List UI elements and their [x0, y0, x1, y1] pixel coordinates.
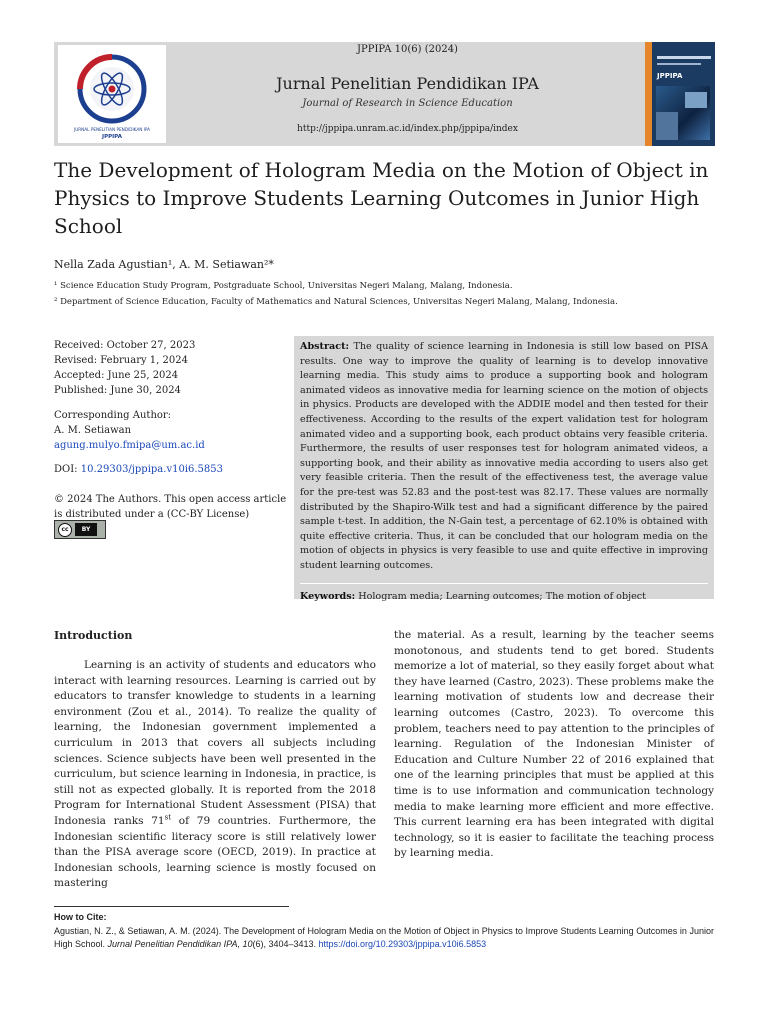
- citation-doi-link[interactable]: https://doi.org/10.29303/jppipa.v10i6.5853: [318, 939, 487, 949]
- intro-column-left: [54, 658, 376, 892]
- citation-text: Agustian, N. Z., & Setiawan, A. M. (2024). The Development of Hologram Media on the Motion of Object in Physics to Improve Students Learning Outcomes in Junior High School.: [54, 926, 714, 949]
- revised-date: Revised: February 1, 2024: [54, 355, 188, 366]
- footnote-divider: [54, 906, 289, 907]
- keywords: [300, 583, 708, 605]
- corresponding-author: [54, 408, 205, 453]
- affiliation-2: ² Department of Science Education, Faculty of Mathematics and Natural Sciences, Universitas Negeri Malang, Malang, Indonesia.: [54, 297, 618, 307]
- keywords-label: Keywords:: [300, 590, 356, 602]
- journal-reference: JPPIPA 10(6) (2024): [357, 44, 458, 55]
- intro-text-part-b: of 79 countries. Furthermore, the Indonesian scientific literacy score is still relatively lower than the PISA average score (OECD, 2019). In practice at Indonesian schools, learning science is mostly focused on mastering: [54, 814, 376, 890]
- doi-line: [54, 462, 223, 477]
- published-date: Published: June 30, 2024: [54, 385, 181, 396]
- article-dates: [54, 338, 195, 398]
- by-icon: BY: [75, 523, 97, 536]
- abstract-paragraph: [300, 340, 708, 574]
- keywords-text: Hologram media; Learning outcomes; The motion of object: [355, 590, 646, 602]
- paper-title: The Development of Hologram Media on the Motion of Object in Physics to Improve Students Learning Outcomes in Junior High School: [54, 158, 709, 238]
- citation-journal: Jurnal Penelitian Pendidikan IPA, 10: [107, 939, 253, 949]
- journal-logo: [58, 45, 166, 143]
- abstract-text: The quality of science learning in Indonesia is still low based on PISA results. One way to improve the quality of learning is to develop innovative learning media. This study aims to produce a supporting book and hologram animated videos as innovative media for learning science on the motion of objects in physics. Products are developed with the ADDIE model and then tested for their effectiveness. According to the results of the expert validation test for hologram animated video and a supporting book, each product obtains very feasible criteria. Furthermore, the results of user responses test for hologram animated videos, a supporting book, and their ability as innovative media according to users also get very feasible criteria. Then the result of the effectiveness test, the average value for the pre-test was 52.83 and the post-test was 82.17. These values are normally distributed by the Shapiro-Wilk test and had a significant difference by the paired sample t-test. In addition, the N-Gain test, a percentage of 62.10% is obtained with quite effective criteria. Thus, it can be concluded that our hologram media on the motion of objects in physics is very feasible to use and quite effective in improving student learning outcomes.: [300, 341, 708, 571]
- citation-issue: (6), 3404–3413.: [252, 939, 319, 949]
- intro-column-right: [394, 628, 714, 862]
- corresponding-label: Corresponding Author:: [54, 410, 172, 421]
- intro-text-part-a: Learning is an activity of students and educators who interact with learning resources. Learning is carried out by educators to transfer knowledge to students in a learning environment (Zou et al., 2014). To realize the quality of learning, the Indonesian government implemented a curriculum in 2013 that covers all subjects including sciences. Science subjects have been well presented in the curriculum, but science learning in Indonesia, in practice, is still not as expected globally. It is reported from the 2018 Program for International Student Assessment (PISA) that Indonesia ranks 71: [54, 659, 376, 827]
- how-to-cite-heading: How to Cite:: [54, 912, 107, 922]
- journal-url[interactable]: http://jppipa.unram.ac.id/index.php/jppipa/index: [297, 124, 518, 134]
- intro-paragraph-1: [54, 658, 376, 892]
- journal-title: Jurnal Penelitian Pendidikan IPA: [276, 74, 539, 93]
- svg-text:JURNAL PENELITIAN PENDIDIKAN I: JURNAL PENELITIAN PENDIDIKAN IPA: [73, 127, 151, 132]
- corresponding-email[interactable]: agung.mulyo.fmipa@um.ac.id: [54, 440, 205, 451]
- received-date: Received: October 27, 2023: [54, 340, 196, 351]
- affiliation-1: ¹ Science Education Study Program, Postgraduate School, Universitas Negeri Malang, Malang, Indonesia.: [54, 281, 513, 291]
- corresponding-name: A. M. Setiawan: [54, 425, 132, 436]
- ordinal-superscript: st: [164, 813, 172, 822]
- intro-paragraph-2: the material. As a result, learning by the teacher seems monotonous, and students tend to get bored. Students memorize a lot of material, so they easily forget about what they have learned (Castro, 2023). These problems make the learning motivation of students low and decrease their learning outcomes (Castro, 2023). To overcome this problem, teachers need to pay attention to the principles of learning. Regulation of the Indonesian Minister of Education and Culture Number 22 of 2016 explained that one of the learning principles that must be applied at this time is to use information and communication technology media to make learning more efficient and more effective. This current learning era has been integrated with digital technology, so it is easier to facilitate the teaching process by learning media.: [394, 629, 714, 860]
- doi-link[interactable]: 10.29303/jppipa.v10i6.5853: [80, 464, 224, 475]
- cover-label: JPPIPA: [657, 72, 683, 80]
- journal-cover-thumbnail: [645, 42, 715, 146]
- how-to-cite-text: [54, 925, 714, 951]
- svg-text:JPPIPA: JPPIPA: [102, 134, 122, 140]
- license-text: © 2024 The Authors. This open access article is distributed under a (CC-BY License): [54, 494, 287, 520]
- cc-icon: cc: [58, 523, 72, 537]
- author-list: Nella Zada Agustian¹, A. M. Setiawan²*: [54, 258, 274, 271]
- abstract-label: Abstract:: [300, 341, 350, 352]
- cc-by-license-badge[interactable]: [54, 520, 106, 539]
- abstract-box: [294, 336, 714, 602]
- doi-label: DOI:: [54, 464, 81, 475]
- journal-subtitle: Journal of Research in Science Education: [302, 98, 513, 109]
- accepted-date: Accepted: June 25, 2024: [54, 370, 179, 381]
- section-heading-introduction: Introduction: [54, 629, 133, 642]
